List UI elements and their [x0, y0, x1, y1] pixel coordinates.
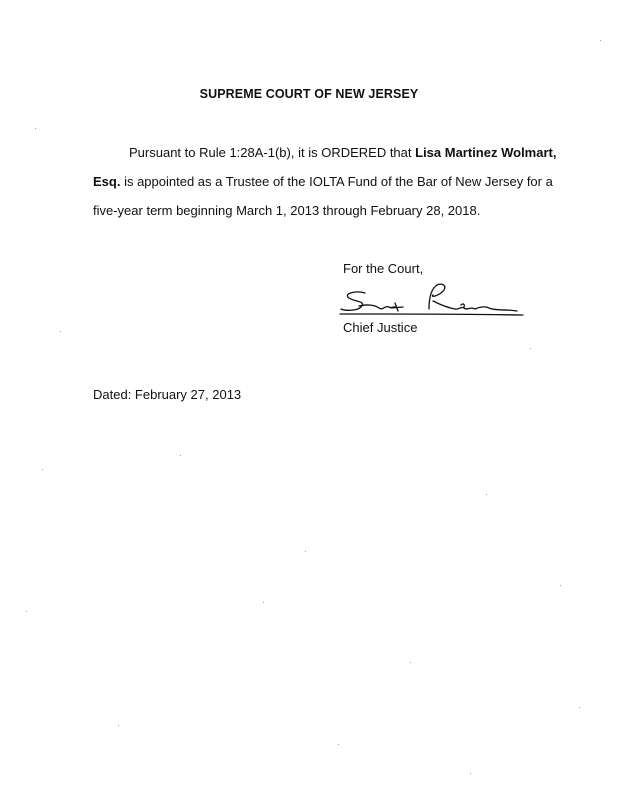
scan-speck: [560, 585, 561, 586]
order-line-3: five-year term beginning March 1, 2013 through February 28, 2018.: [93, 203, 481, 218]
scan-speck: [410, 662, 411, 663]
appointee-name: Lisa Martinez Wolmart,: [415, 145, 557, 160]
court-heading: SUPREME COURT OF NEW JERSEY: [199, 87, 419, 101]
order-paragraph: [93, 138, 557, 225]
appointee-suffix: Esq.: [93, 174, 121, 189]
scan-speck: [26, 611, 27, 612]
scan-speck: [486, 494, 487, 495]
dated-line: Dated: February 27, 2013: [93, 387, 242, 402]
handwritten-signature: [337, 281, 527, 323]
order-prefix: Pursuant to Rule 1:28A-1(b), it is ORDERED that: [129, 145, 416, 160]
scan-speck: [338, 744, 339, 745]
chief-justice-title: Chief Justice: [343, 320, 418, 335]
scan-speck: [470, 773, 471, 774]
scan-speck: [263, 602, 264, 603]
order-appointment-text: is appointed as a Trustee of the IOLTA Fund of the Bar of New Jersey for a: [120, 174, 553, 189]
scan-speck: [530, 348, 531, 349]
scan-speck: [180, 455, 181, 456]
scan-speck: [42, 469, 43, 470]
scan-speck: [35, 128, 36, 129]
order-line-2: [93, 167, 553, 196]
scan-speck: [118, 725, 119, 726]
scan-speck: [305, 551, 306, 552]
scan-speck: [60, 331, 61, 332]
scan-speck: [600, 40, 601, 41]
order-line-1: [93, 138, 557, 167]
scan-speck: [579, 707, 580, 708]
signature-block: [343, 261, 543, 335]
for-the-court-label: For the Court,: [343, 261, 424, 276]
